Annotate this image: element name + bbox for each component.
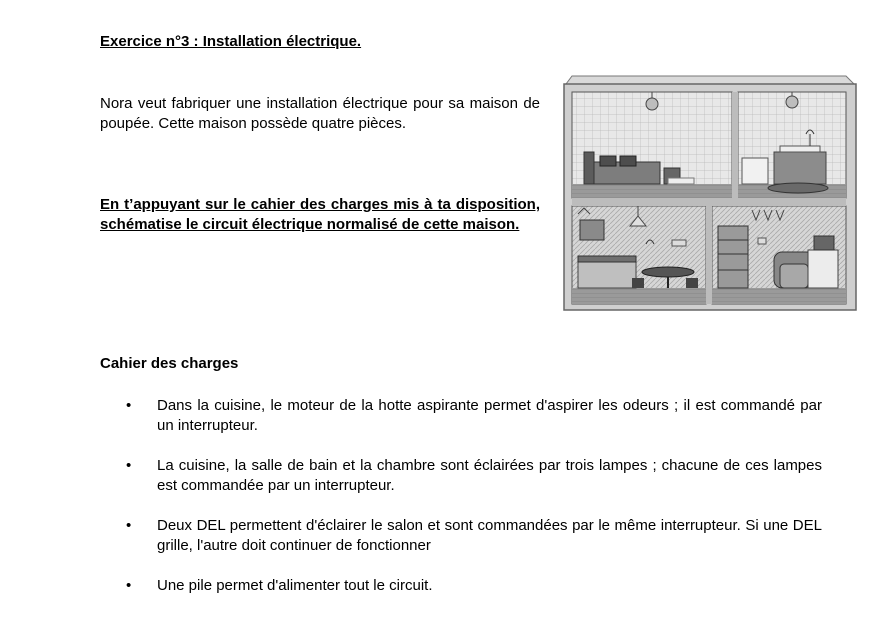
list-item <box>126 396 822 436</box>
dollhouse-illustration <box>560 74 862 314</box>
bullet-icon: • <box>126 517 132 534</box>
list-item <box>126 516 822 556</box>
list-item <box>126 576 822 596</box>
list-item-text: La cuisine, la salle de bain et la chambre sont éclairées par trois lampes ; chacune de ces lampes est commandée par un interrupteur. <box>157 457 822 494</box>
list-item-text: Deux DEL permettent d'éclairer le salon et sont commandées par le même interrupteur. Si une DEL grille, l'autre doit continuer de fonctionner <box>157 517 822 554</box>
specifications-list <box>126 396 822 616</box>
bullet-icon: • <box>126 397 132 414</box>
instruction-paragraph: En t’appuyant sur le cahier des charges mis à ta disposition, schématise le circuit électrique normalisé de cette maison. <box>100 196 540 233</box>
exercise-title: Exercice n°3 : Installation électrique. <box>100 33 362 50</box>
intro-paragraph: Nora veut fabriquer une installation électrique pour sa maison de poupée. Cette maison possède quatre pièces. <box>100 95 540 132</box>
bullet-icon: • <box>126 577 132 594</box>
list-item-text: Une pile permet d'alimenter tout le circuit. <box>157 577 433 594</box>
list-item <box>126 456 822 496</box>
bullet-icon: • <box>126 457 132 474</box>
specifications-title: Cahier des charges <box>100 355 239 372</box>
list-item-text: Dans la cuisine, le moteur de la hotte aspirante permet d'aspirer les odeurs ; il est commandé par un interrupteur. <box>157 397 822 434</box>
